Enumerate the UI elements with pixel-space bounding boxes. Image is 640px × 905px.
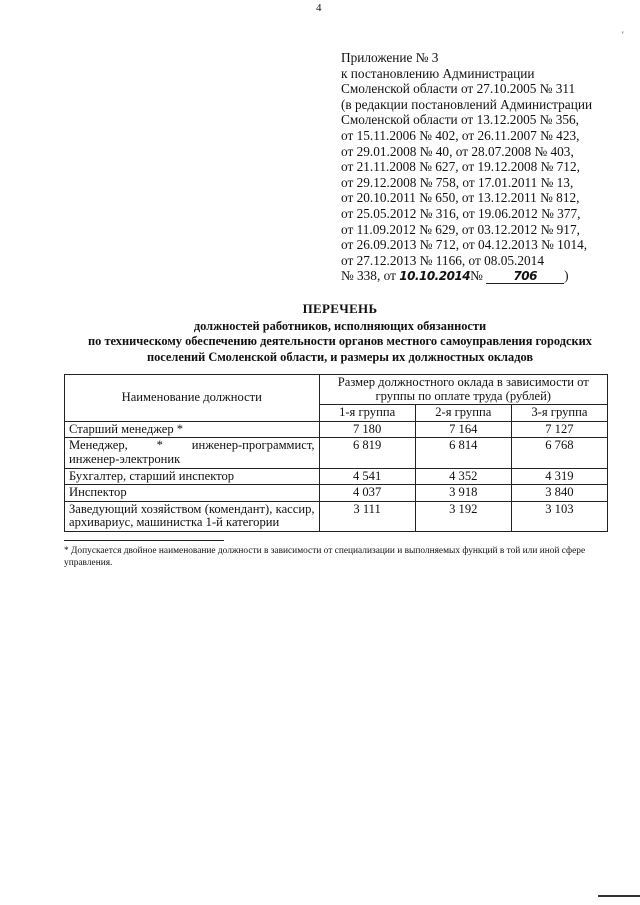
salary-group-1: 7 180 <box>319 421 415 438</box>
table-row <box>65 468 608 485</box>
closing-paren: ) <box>564 268 569 284</box>
appendix-line: Приложение № 3 <box>341 50 439 65</box>
appendix-line: от 27.12.2013 № 1166, от 08.05.2014 <box>341 252 544 268</box>
salary-group-3: 6 768 <box>511 438 607 468</box>
number-sign: № <box>470 268 483 284</box>
table-header-row <box>65 375 608 405</box>
title-line: поселений Смоленской области, и размеры их должностных окладов <box>146 349 534 364</box>
header-group-3: 3-я группа <box>511 405 607 422</box>
salary-group-2: 6 814 <box>415 438 511 468</box>
header-position-name: Наименование должности <box>65 375 320 422</box>
salary-group-1: 4 037 <box>319 485 415 502</box>
salary-table <box>64 374 608 532</box>
table-row <box>65 438 608 468</box>
table-row <box>65 501 608 531</box>
title-line: должностей работников, исполняющих обязанности <box>193 318 487 333</box>
appendix-line: (в редакции постановлений Администрации <box>341 96 593 112</box>
position-name: Инспектор <box>65 485 320 502</box>
table-row <box>65 421 608 438</box>
salary-group-3: 7 127 <box>511 421 607 438</box>
handwritten-number-field <box>486 269 564 284</box>
title-heading: ПЕРЕЧЕНЬ <box>302 301 378 316</box>
salary-group-2: 4 352 <box>415 468 511 485</box>
appendix-header <box>341 50 631 285</box>
position-name: Старший менеджер * <box>65 421 320 438</box>
salary-group-1: 3 111 <box>319 501 415 531</box>
appendix-line: от 29.01.2008 № 40, от 28.07.2008 № 403, <box>341 143 574 159</box>
header-salary-size: Размер должностного оклада в зависимости от группы по оплате труда (рублей) <box>319 375 607 405</box>
position-name: Бухгалтер, старший инспектор <box>65 468 320 485</box>
page-number: 4 <box>316 2 322 14</box>
appendix-line: от 25.05.2012 № 316, от 19.06.2012 № 377, <box>341 205 581 221</box>
corner-mark: ' <box>622 30 624 40</box>
appendix-line: от 15.11.2006 № 402, от 26.11.2007 № 423, <box>341 127 580 143</box>
table-row <box>65 485 608 502</box>
appendix-line: Смоленской области от 27.10.2005 № 311 <box>341 81 576 97</box>
appendix-line: от 21.11.2008 № 627, от 19.12.2008 № 712, <box>341 159 580 175</box>
footnote-divider <box>64 540 224 541</box>
handwritten-number: 706 <box>513 269 537 284</box>
appendix-line: Смоленской области от 13.12.2005 № 356, <box>341 112 580 128</box>
appendix-line: к постановлению Администрации <box>341 65 535 81</box>
salary-group-2: 3 918 <box>415 485 511 502</box>
position-name: Заведующий хозяйством (комендант), кассир, архивариус, машинистка 1-й категории <box>65 501 320 531</box>
document-title <box>60 301 620 365</box>
header-group-1: 1-я группа <box>319 405 415 422</box>
salary-group-3: 4 319 <box>511 468 607 485</box>
salary-group-2: 3 192 <box>415 501 511 531</box>
scan-edge-mark <box>598 895 640 897</box>
position-name: Менеджер, * инженер-программист, инженер-электроник <box>65 438 320 468</box>
header-group-2: 2-я группа <box>415 405 511 422</box>
appendix-last-prefix: № 338, от <box>341 268 396 284</box>
salary-group-3: 3 840 <box>511 485 607 502</box>
title-line: по техническому обеспечению деятельности органов местного самоуправления городских <box>88 334 592 349</box>
salary-group-1: 4 541 <box>319 468 415 485</box>
appendix-line: от 11.09.2012 № 629, от 03.12.2012 № 917, <box>341 221 580 237</box>
appendix-line: от 20.10.2011 № 650, от 13.12.2011 № 812, <box>341 190 580 206</box>
salary-group-2: 7 164 <box>415 421 511 438</box>
handwritten-date: 10.10.2014 <box>399 269 471 284</box>
footnote: * Допускается двойное наименование должности в зависимости от специализации и выполняемых функций в той или иной сфере управления. <box>64 546 586 568</box>
salary-group-3: 3 103 <box>511 501 607 531</box>
appendix-last-line <box>341 268 631 285</box>
salary-group-1: 6 819 <box>319 438 415 468</box>
appendix-line: от 26.09.2013 № 712, от 04.12.2013 № 1014, <box>341 237 588 253</box>
appendix-line: от 29.12.2008 № 758, от 17.01.2011 № 13, <box>341 174 574 190</box>
